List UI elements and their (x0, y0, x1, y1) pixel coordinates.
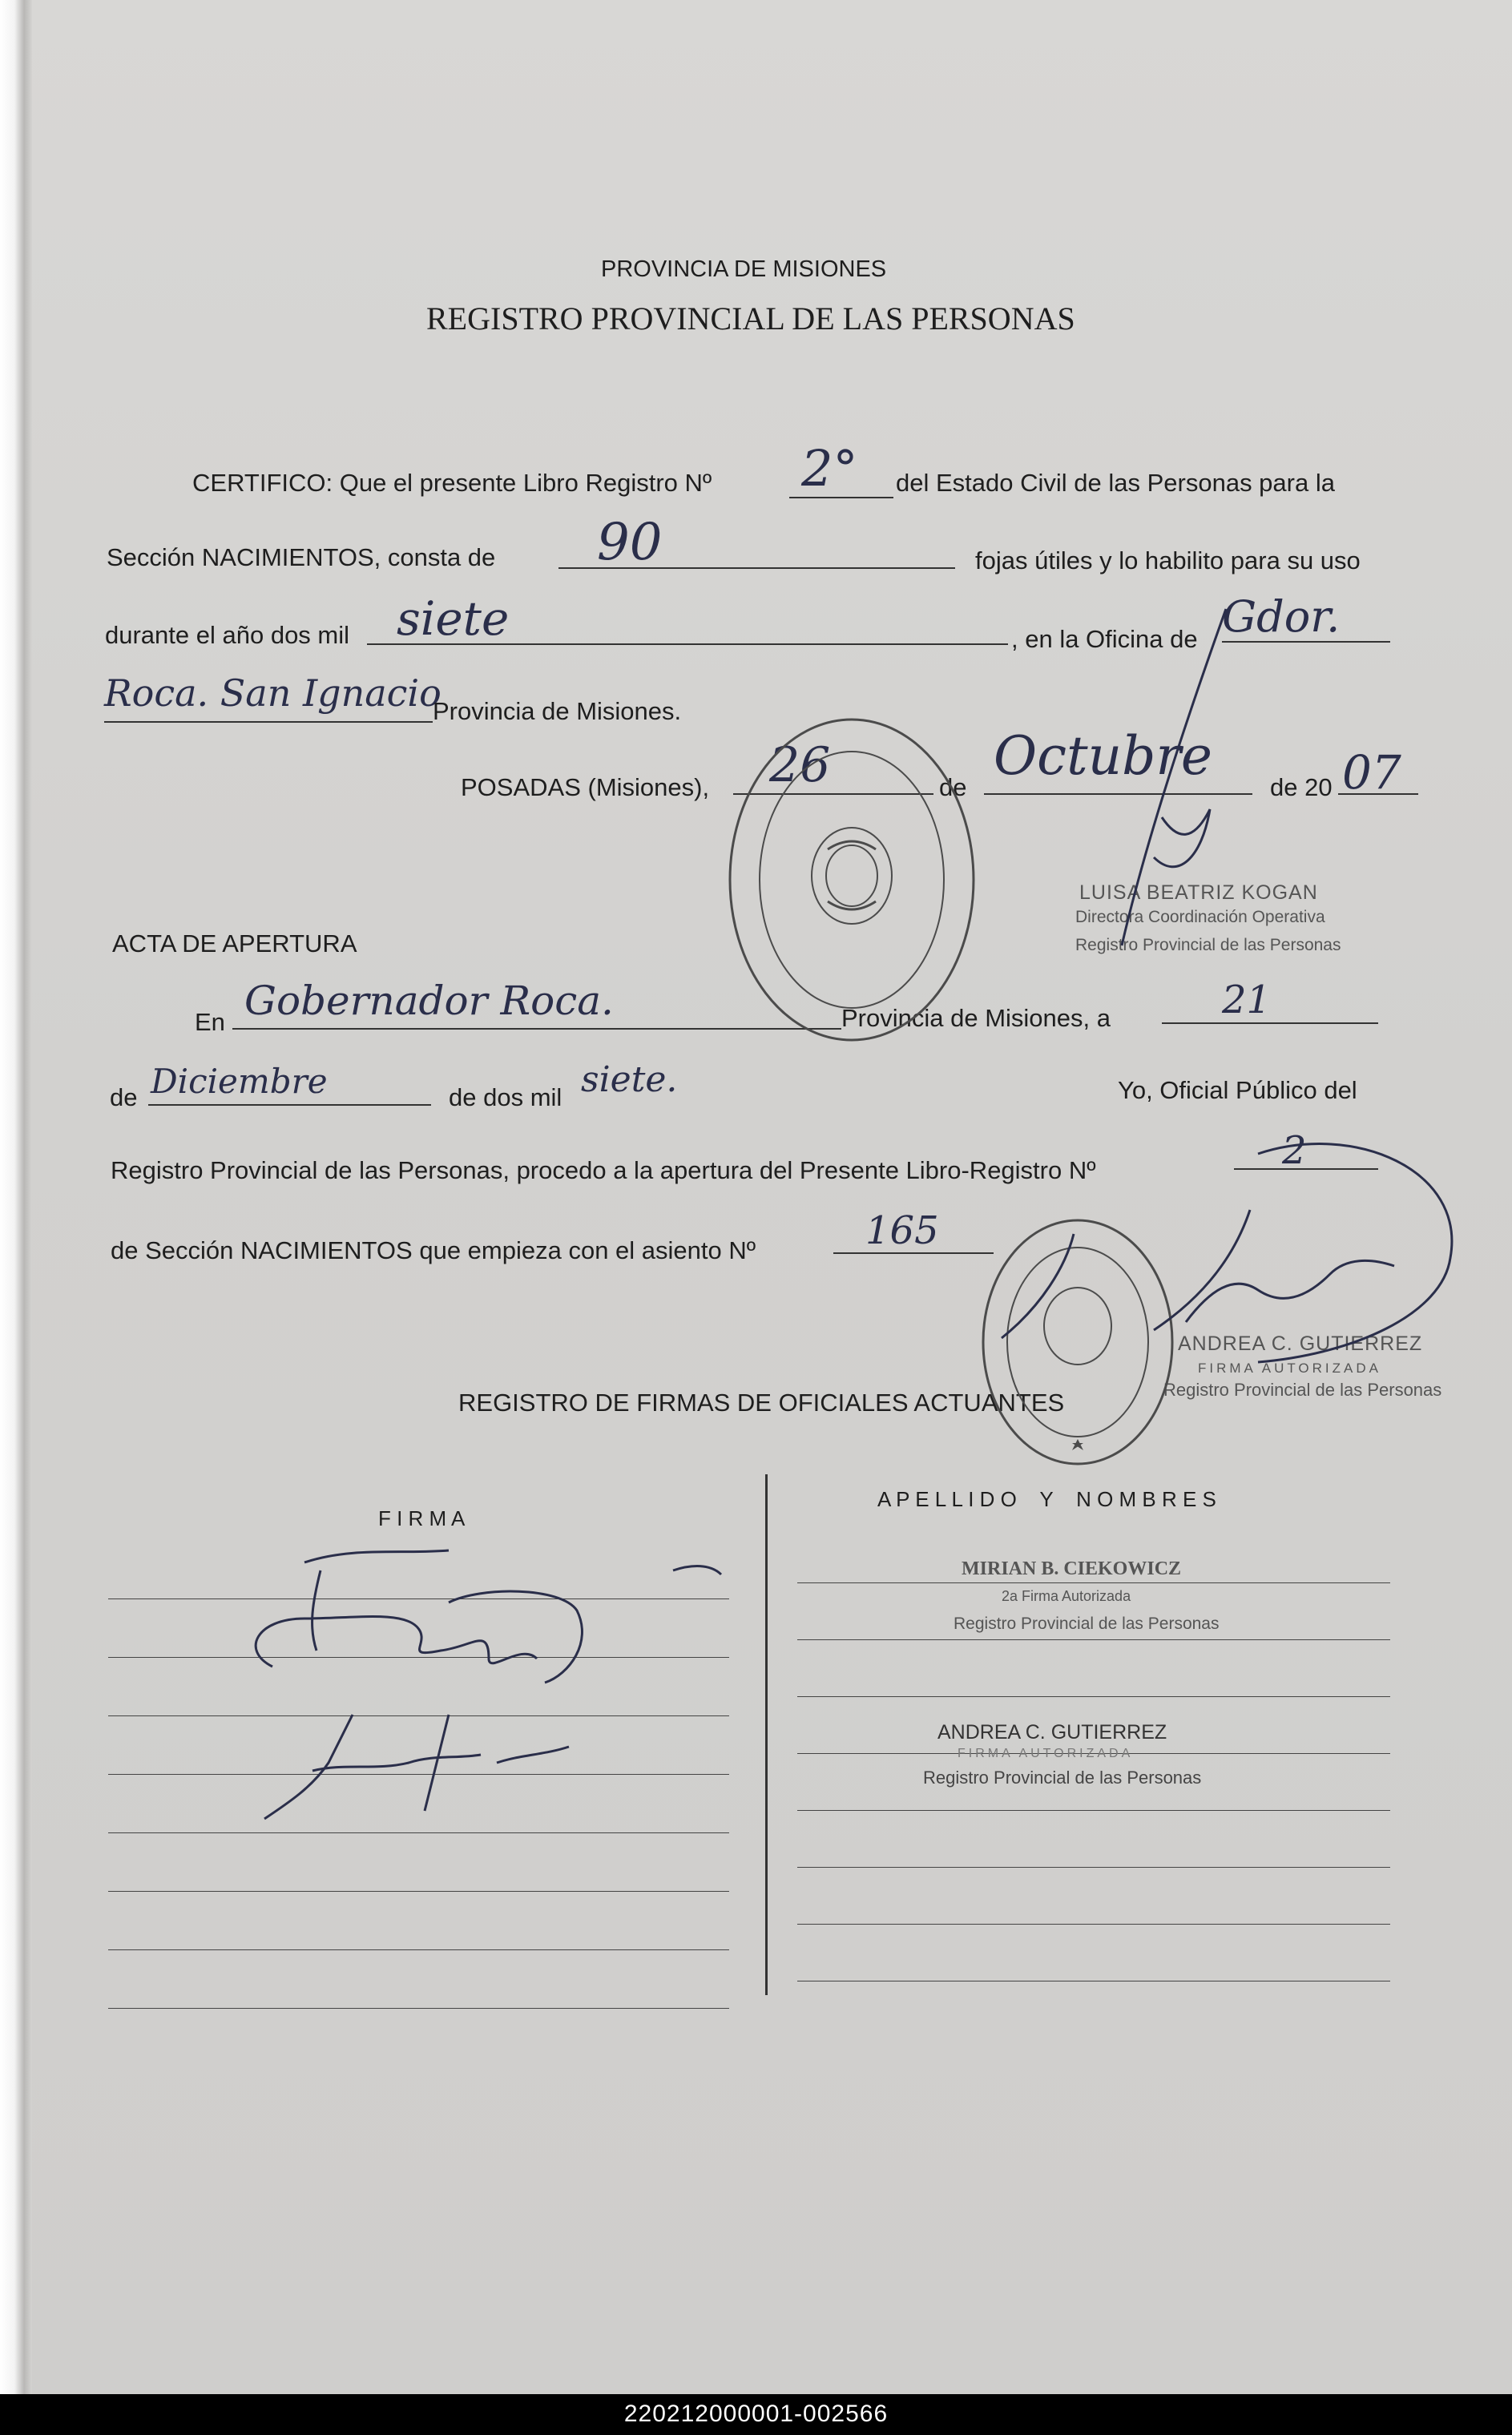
officer-stamp-title: FIRMA AUTORIZADA (1198, 1361, 1381, 1376)
opening-proc: Registro Provincial de las Personas, procedo a la apertura del Presente Libro-Registro Nº (111, 1156, 1096, 1184)
opening-heading: ACTA DE APERTURA (112, 929, 357, 957)
cert-text-7: Provincia de Misiones. (433, 697, 682, 725)
cert-de: de (939, 773, 967, 801)
signatures-heading: REGISTRO DE FIRMAS DE OFICIALES ACTUANTES (458, 1389, 1065, 1417)
document-id: 220212000001-002566 (623, 2401, 889, 2427)
cert-year-prefix: de 20 (1270, 773, 1333, 801)
opening-place: Gobernador Roca. (244, 978, 614, 1024)
name-entry-1: MIRIAN B. CIEKOWICZ (962, 1558, 1182, 1579)
officer-seal (983, 1220, 1172, 1464)
col-names-header: A P E L L I D O Y N O M B R E S (877, 1487, 1216, 1511)
opening-section: de Sección NACIMIENTOS que empieza con el asiento Nº (111, 1236, 756, 1264)
officer-stamp-name: ANDREA C. GUTIERREZ (1178, 1332, 1423, 1355)
cert-text-6: , en la Oficina de (1011, 625, 1198, 653)
cert-year-digits: 07 (1342, 745, 1401, 800)
name-entry-1-title: 2a Firma Autorizada (1002, 1588, 1131, 1604)
opening-en: En (195, 1008, 225, 1036)
director-stamp-org: Registro Provincial de las Personas (1075, 936, 1341, 954)
cert-office-b: Roca. San Ignacio (104, 671, 442, 715)
name-entry-2: ANDREA C. GUTIERREZ (937, 1721, 1167, 1744)
cert-text-2: del Estado Civil de las Personas para la (896, 469, 1335, 497)
cert-year-word: siete (397, 591, 510, 646)
cert-text-1: CERTIFICO: Que el presente Libro Registro Nº (192, 469, 712, 497)
opening-book-number: 2 (1282, 1128, 1307, 1173)
col-firma-header: F I R M A (378, 1506, 466, 1530)
opening-officer: Yo, Oficial Público del (1118, 1076, 1357, 1104)
opening-dosmil: de dos mil (449, 1083, 562, 1111)
opening-year-word: siete. (581, 1059, 678, 1100)
registry-heading: REGISTRO PROVINCIAL DE LAS PERSONAS (426, 300, 1075, 337)
name-entry-2-title: FIRMA AUTORIZADA (958, 1747, 1134, 1760)
opening-entry-number: 165 (865, 1208, 939, 1253)
cert-folios: 90 (597, 513, 663, 572)
opening-de: de (110, 1083, 138, 1111)
cert-text-3: Sección NACIMIENTOS, consta de (107, 543, 496, 571)
director-stamp-name: LUISA BEATRIZ KOGAN (1079, 881, 1318, 904)
name-entry-2-org: Registro Provincial de las Personas (923, 1768, 1202, 1788)
officer-stamp-org: Registro Provincial de las Personas (1163, 1380, 1442, 1400)
opening-month: Diciembre (151, 1062, 328, 1101)
cert-text-4: fojas útiles y lo habilito para su uso (975, 546, 1361, 574)
cert-day: 26 (769, 737, 831, 793)
cert-book-number: 2° (801, 439, 858, 498)
cert-text-5: durante el año dos mil (105, 621, 350, 649)
director-stamp-title: Directora Coordinación Operativa (1075, 908, 1325, 926)
name-entry-1-org: Registro Provincial de las Personas (954, 1615, 1220, 1633)
opening-prov: Provincia de Misiones, a (841, 1004, 1111, 1032)
cert-month: Octubre (994, 725, 1212, 787)
province-heading: PROVINCIA DE MISIONES (601, 256, 887, 282)
ministry-seal (730, 720, 974, 1040)
opening-day: 21 (1222, 978, 1272, 1022)
cert-office-a: Gdor. (1222, 591, 1341, 642)
handwritten-signatures (256, 609, 1452, 1819)
cert-place: POSADAS (Misiones), (461, 773, 710, 801)
